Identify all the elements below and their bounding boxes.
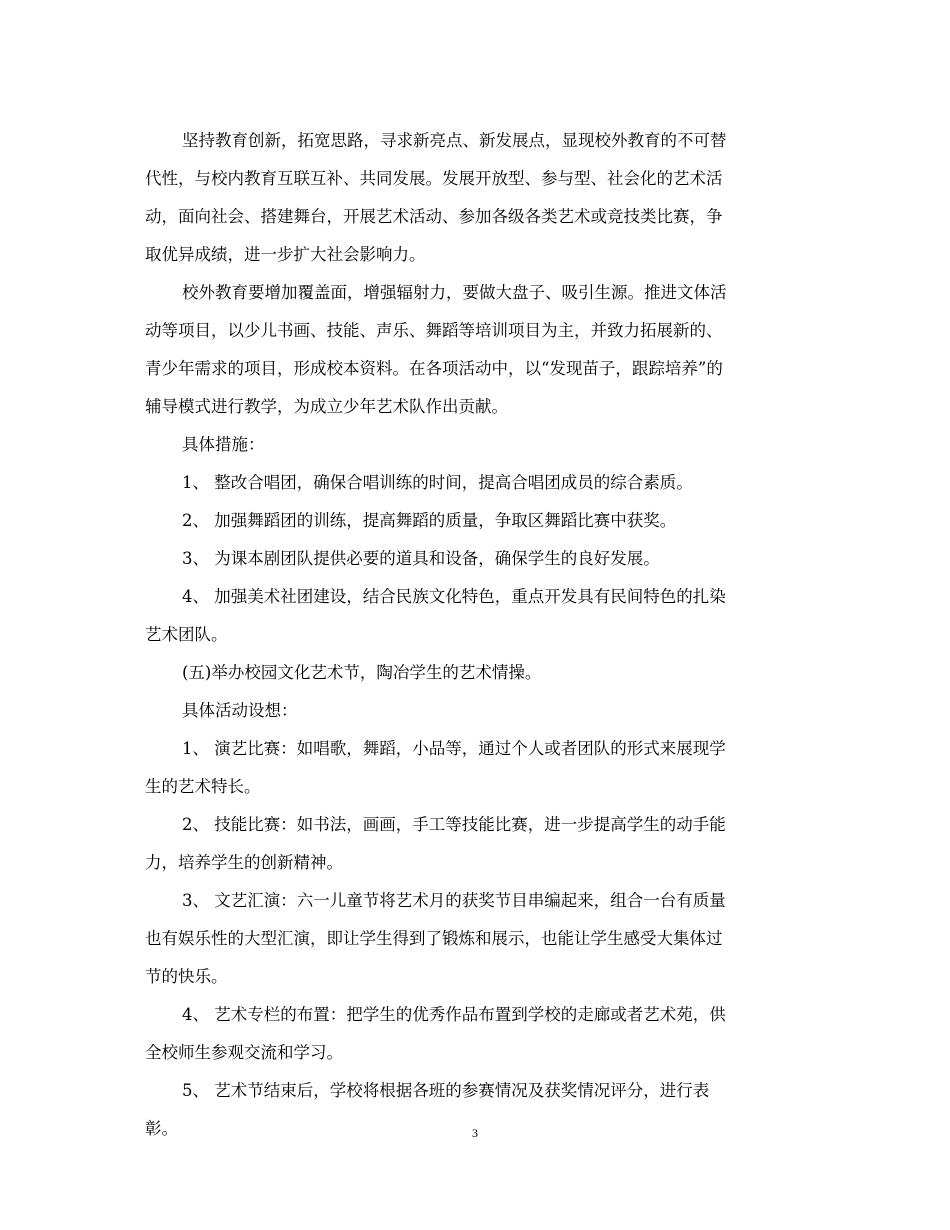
document-body: [145, 122, 815, 1148]
list-item-continuation: 全校师生参观交流和学习。: [145, 1043, 343, 1062]
list-item: 4、 加强美术社团建设，结合民族文化特色，重点开发具有民间特色的扎染: [182, 587, 726, 606]
page-number: 3: [472, 1126, 478, 1140]
list-item: 2、 技能比赛：如书法，画画，手工等技能比赛，进一步提高学生的动手能: [182, 815, 726, 834]
paragraph-line: 坚持教育创新，拓宽思路，寻求新亮点、新发展点，显现校外教育的不可替: [182, 131, 727, 150]
list-item: 3、 为课本剧团队提供必要的道具和设备，确保学生的良好发展。: [182, 549, 660, 568]
list-item-continuation: 生的艺术特长。: [145, 777, 261, 796]
list-item: 5、 艺术节结束后，学校将根据各班的参赛情况及获奖情况评分，进行表: [182, 1081, 710, 1100]
list-item: 2、 加强舞蹈团的训练，提高舞蹈的质量，争取区舞蹈比赛中获奖。: [182, 511, 677, 530]
section-heading: 具体活动设想：: [182, 701, 298, 720]
list-item: 1、 演艺比赛：如唱歌，舞蹈，小品等，通过个人或者团队的形式来展现学: [182, 739, 726, 758]
list-item-continuation: 彰。: [145, 1119, 178, 1138]
paragraph-line: 动等项目，以少儿书画、技能、声乐、舞蹈等培训项目为主，并致力拓展新的、: [145, 321, 723, 340]
paragraph-line: 青少年需求的项目，形成校本资料。在各项活动中，以“发现苗子，跟踪培养”的: [145, 359, 723, 378]
paragraph-line: 动，面向社会、搭建舞台，开展艺术活动、参加各级各类艺术或竞技类比赛，争: [145, 207, 723, 226]
list-item: 1、 整改合唱团，确保合唱训练的时间，提高合唱团成员的综合素质。: [182, 473, 693, 492]
list-item: 4、 艺术专栏的布置：把学生的优秀作品布置到学校的走廊或者艺术苑，供: [182, 1005, 726, 1024]
list-item-continuation: 节的快乐。: [145, 967, 228, 986]
section-heading: (五)举办校园文化艺术节，陶冶学生的艺术情操。: [182, 663, 542, 682]
paragraph-line: 校外教育要增加覆盖面，增强辐射力，要做大盘子、吸引生源。推进文体活: [182, 283, 727, 302]
list-item: 3、 文艺汇演：六一儿童节将艺术月的获奖节目串编起来，组合一台有质量: [182, 891, 726, 910]
section-heading: 具体措施：: [182, 435, 265, 454]
list-item-continuation: 力，培养学生的创新精神。: [145, 853, 343, 872]
paragraph-line: 辅导模式进行教学，为成立少年艺术队作出贡献。: [145, 397, 508, 416]
list-item-continuation: 艺术团队。: [145, 625, 228, 644]
list-item-continuation: 也有娱乐性的大型汇演，即让学生得到了锻炼和展示，也能让学生感受大集体过: [145, 929, 723, 948]
paragraph-line: 代性，与校内教育互联互补、共同发展。发展开放型、参与型、社会化的艺术活: [145, 169, 723, 188]
paragraph-line: 取优异成绩，进一步扩大社会影响力。: [145, 245, 426, 264]
